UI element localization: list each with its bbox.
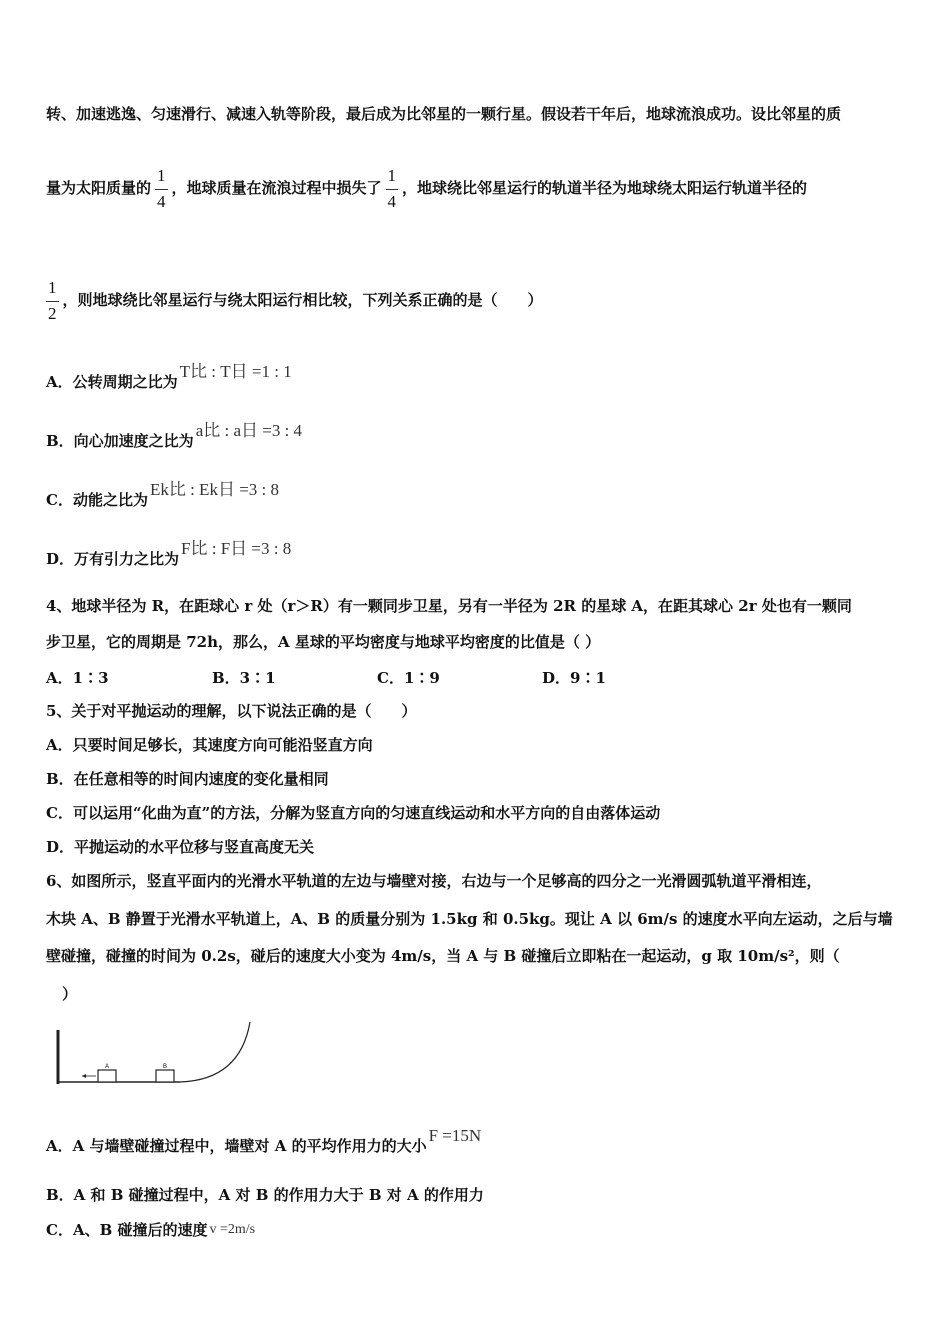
block-b-label: B <box>163 1064 168 1070</box>
fraction-one-quarter-loss <box>386 166 399 212</box>
q6-option-b: B．A 和 B 碰撞过程中，A 对 B 的作用力大于 B 对 A 的作用力 <box>46 1186 484 1204</box>
q3-option-c <box>46 480 280 510</box>
q6-stem-line-3: 壁碰撞，碰撞的时间为 0.2s，碰后的速度大小变为 4m/s，当 A 与 B 碰撞后立即粘在一起运动，g 取 10m/s²，则（ <box>46 947 840 965</box>
fraction-numerator: 1 <box>387 166 397 185</box>
q4-option-c: C．1∶9 <box>377 669 440 687</box>
q6-stem-line-4: ） <box>62 985 78 1003</box>
q4-stem-line-2: 步卫星，它的周期是 72h，那么，A 星球的平均密度与地球平均密度的比值是（ ） <box>46 633 601 651</box>
q5-option-a: A．只要时间足够长，其速度方向可能沿竖直方向 <box>46 736 373 754</box>
q3-stem-line-2 <box>46 166 807 212</box>
option-label: C．A、B 碰撞后的速度 <box>46 1221 208 1239</box>
block-a-label: A <box>105 1064 110 1070</box>
formula-period-ratio: T比 : T日 =1 : 1 <box>179 362 292 381</box>
fraction-denominator: 4 <box>387 192 397 211</box>
formula-force: F =15N <box>428 1126 482 1145</box>
fraction-one-quarter-mass <box>155 166 168 212</box>
fraction-denominator: 2 <box>48 304 57 323</box>
q3-stem-text: ，地球绕比邻星运行的轨道半径为地球绕太阳运行轨道半径的 <box>402 179 808 197</box>
option-label: A．A 与墙壁碰撞过程中，墙壁对 A 的平均作用力的大小 <box>46 1137 427 1155</box>
formula-velocity: v =2m/s <box>209 1222 256 1237</box>
formula-gravity-ratio: F比 : F日 =3 : 8 <box>181 539 292 558</box>
q6-stem-line-1: 6、如图所示，竖直平面内的光滑水平轨道的左边与墙壁对接，右边与一个足够高的四分之一光滑圆弧轨道平滑相连， <box>46 872 822 890</box>
q6-option-c <box>46 1220 255 1242</box>
block-a <box>98 1070 116 1082</box>
q4-stem-line-1: 4、地球半径为 R，在距球心 r 处（r＞R）有一颗同步卫星，另有一半径为 2R 的星球 A，在距其球心 2r 处也有一颗同 <box>46 597 852 615</box>
q3-option-a <box>46 362 292 392</box>
q5-stem: 5、关于对平抛运动的理解，以下说法正确的是（ ） <box>46 702 417 720</box>
block-b <box>156 1070 174 1082</box>
q6-stem-line-2: 木块 A、B 静置于光滑水平轨道上，A、B 的质量分别为 1.5kg 和 0.5kg。现让 A 以 6m/s 的速度水平向左运动，之后与墙 <box>46 910 893 928</box>
arc-track <box>180 1022 250 1082</box>
formula-acceleration-ratio: a比 : a日 =3 : 4 <box>195 421 303 440</box>
option-label: C．动能之比为 <box>46 491 148 509</box>
fraction-numerator: 1 <box>157 166 166 185</box>
fraction-numerator: 1 <box>48 278 57 297</box>
option-label: B．向心加速度之比为 <box>46 432 194 450</box>
q4-option-a: A．1∶3 <box>46 669 109 687</box>
q5-option-c: C．可以运用“化曲为直”的方法，分解为竖直方向的匀速直线运动和水平方向的自由落体运动 <box>46 804 661 822</box>
option-label: D．万有引力之比为 <box>46 550 180 568</box>
q4-option-d: D．9∶1 <box>542 669 606 687</box>
q5-option-d: D．平抛运动的水平位移与竖直高度无关 <box>46 838 315 856</box>
option-label: A．公转周期之比为 <box>46 373 178 391</box>
fraction-one-half-radius <box>46 278 59 324</box>
q3-stem-text: 量为太阳质量的 <box>46 179 152 197</box>
q3-stem-text: ，则地球绕比邻星运行与绕太阳运行相比较，下列关系正确的是（ ） <box>62 291 543 309</box>
track-diagram <box>50 1018 270 1090</box>
q3-option-d <box>46 539 292 569</box>
formula-kinetic-energy-ratio: Ek比 : Ek日 =3 : 8 <box>149 480 280 499</box>
arrow-head-icon <box>82 1074 86 1078</box>
q5-option-b: B．在任意相等的时间内速度的变化量相同 <box>46 770 329 788</box>
q3-stem-line-1: 转、加速逃逸、匀速滑行、减速入轨等阶段，最后成为比邻星的一颗行星。假设若干年后，地球流浪成功。设比邻星的质 <box>46 105 842 123</box>
q3-stem-text: ，地球质量在流浪过程中损失了 <box>171 179 382 197</box>
fraction-denominator: 4 <box>157 192 166 211</box>
q3-option-b <box>46 421 303 451</box>
q4-option-b: B．3∶1 <box>212 669 276 687</box>
q6-option-a <box>46 1126 482 1156</box>
q3-stem-line-3 <box>46 278 543 324</box>
